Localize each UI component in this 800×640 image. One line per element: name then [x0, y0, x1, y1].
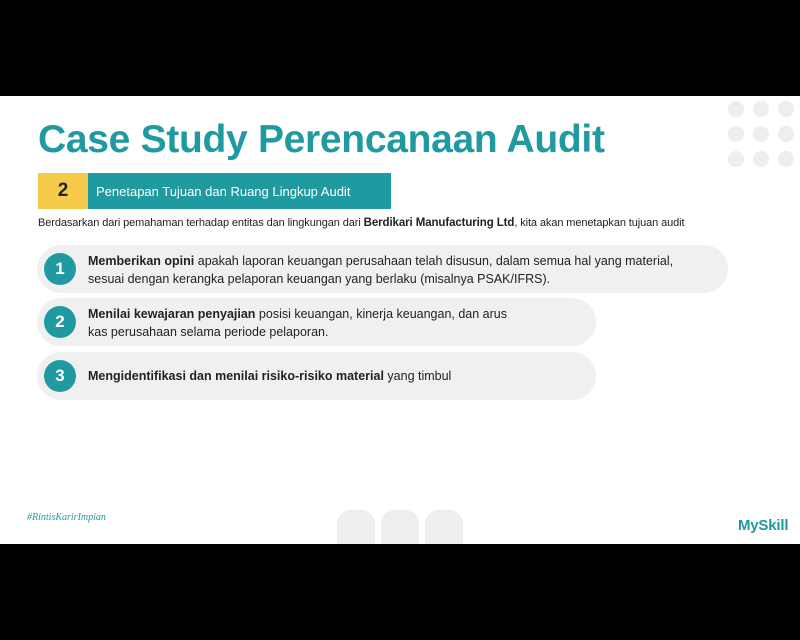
decorative-dots	[728, 101, 800, 171]
decorative-tabs	[337, 510, 467, 544]
section-header	[38, 173, 391, 209]
dot	[778, 126, 794, 142]
intro-after: , kita akan menetapkan tujuan audit	[514, 217, 685, 229]
dot	[728, 151, 744, 167]
dot	[778, 101, 794, 117]
myskill-logo: MySkill	[738, 517, 789, 534]
objective-item-1	[37, 245, 728, 293]
dot	[753, 126, 769, 142]
decorative-tab	[381, 510, 419, 544]
dot	[753, 101, 769, 117]
item-number-badge: 1	[44, 253, 76, 285]
item-number-badge: 2	[44, 306, 76, 338]
intro-before: Berdasarkan dari pemahaman terhadap entitas dan lingkungan dari	[38, 217, 364, 229]
decorative-tab	[425, 510, 463, 544]
decorative-tab	[337, 510, 375, 544]
item-text-line1: apakah laporan keuangan perusahaan telah disusun, dalam semua hal yang material,	[194, 254, 674, 268]
slide-title: Case Study Perencanaan Audit	[38, 118, 605, 161]
item-text	[88, 305, 507, 341]
item-text-line2: kas perusahaan selama periode pelaporan.	[88, 325, 329, 339]
item-bold-text: Mengidentifikasi dan menilai risiko-risiko material	[88, 369, 384, 383]
dot	[778, 151, 794, 167]
section-title: Penetapan Tujuan dan Ruang Lingkup Audit	[88, 173, 391, 209]
slide	[0, 96, 800, 544]
section-number: 2	[38, 173, 88, 209]
item-text-line1: posisi keuangan, kinerja keuangan, dan arus	[255, 307, 507, 321]
objective-item-3	[37, 352, 596, 400]
item-number-badge: 3	[44, 360, 76, 392]
dot	[753, 151, 769, 167]
item-text-line2: sesuai dengan kerangka pelaporan keuangan yang berlaku (misalnya PSAK/IFRS).	[88, 272, 551, 286]
item-text	[88, 367, 451, 385]
company-name: Berdikari Manufacturing Ltd	[363, 217, 515, 229]
hashtag-text: #RintisKarirImpian	[27, 512, 106, 523]
item-text-line1: yang timbul	[383, 369, 452, 383]
item-bold-text: Memberikan opini	[88, 254, 195, 268]
intro-text	[38, 217, 685, 229]
item-bold-text: Menilai kewajaran penyajian	[88, 307, 256, 321]
dot	[728, 101, 744, 117]
item-text	[88, 252, 673, 288]
dot	[728, 126, 744, 142]
objective-item-2	[37, 298, 596, 346]
